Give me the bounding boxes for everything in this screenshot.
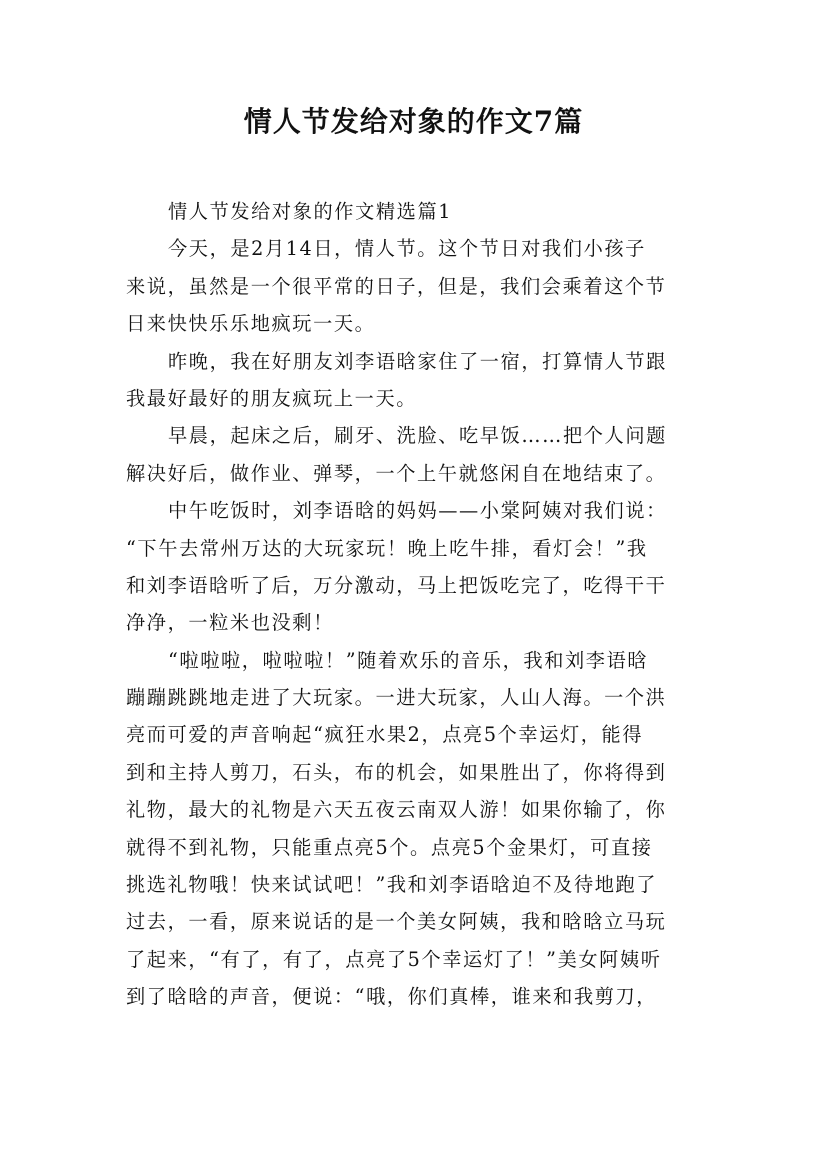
text-line: 中午吃饭时，刘李语晗的妈妈——小棠阿姨对我们说： xyxy=(168,499,667,523)
text-line: 到和主持人剪刀，石头，布的机会，如果胜出了，你将得到 xyxy=(126,760,667,784)
text-line: 早晨，起床之后，刷牙、洗脸、吃早饭……把个人问题 xyxy=(168,424,667,448)
text-line: “下午去常州万达的大玩家玩！晚上吃牛排，看灯会！”我 xyxy=(126,536,648,560)
text-line: 日来快快乐乐地疯玩一天。 xyxy=(126,312,376,336)
text-line: 今天，是2月14日，情人节。这个节日对我们小孩子 xyxy=(168,237,646,261)
text-line: 到了晗晗的声音，便说：“哦，你们真棒，谁来和我剪刀， xyxy=(126,985,658,1009)
text-line: 情人节发给对象的作文精选篇1 xyxy=(168,200,453,223)
text-line: 了起来，“有了，有了，点亮了5个幸运灯了！”美女阿姨听 xyxy=(126,947,662,971)
text-line: 净净，一粒米也没剩！ xyxy=(126,611,334,635)
text-line: 蹦蹦跳跳地走进了大玩家。一进大玩家，人山人海。一个洪 xyxy=(126,686,667,710)
text-line: 就得不到礼物，只能重点亮5个。点亮5个金果灯，可直接 xyxy=(126,835,653,859)
text-line: 解决好后，做作业、弹琴，一个上午就悠闲自在地结束了。 xyxy=(126,461,667,485)
document-title: 情人节发给对象的作文7篇 xyxy=(243,105,584,138)
text-line: 亮而可爱的声音响起“疯狂水果2，点亮5个幸运灯，能得 xyxy=(126,723,644,747)
text-line: 礼物，最大的礼物是六天五夜云南双人游！如果你输了，你 xyxy=(126,798,667,822)
text-line: 来说，虽然是一个很平常的日子，但是，我们会乘着这个节 xyxy=(126,274,667,298)
text-line: 挑选礼物哦！快来试试吧！”我和刘李语晗迫不及待地跑了 xyxy=(126,873,658,897)
text-line: 我最好最好的朋友疯玩上一天。 xyxy=(126,386,418,410)
text-line: 和刘李语晗听了后，万分激动，马上把饭吃完了，吃得干干 xyxy=(126,573,667,597)
text-line: 过去，一看，原来说话的是一个美女阿姨，我和晗晗立马玩 xyxy=(126,910,667,934)
document-body xyxy=(126,193,704,1016)
text-line: 昨晚，我在好朋友刘李语晗家住了一宿，打算情人节跟 xyxy=(168,349,667,373)
text-line: “啦啦啦，啦啦啦！”随着欢乐的音乐，我和刘李语晗 xyxy=(168,648,649,672)
